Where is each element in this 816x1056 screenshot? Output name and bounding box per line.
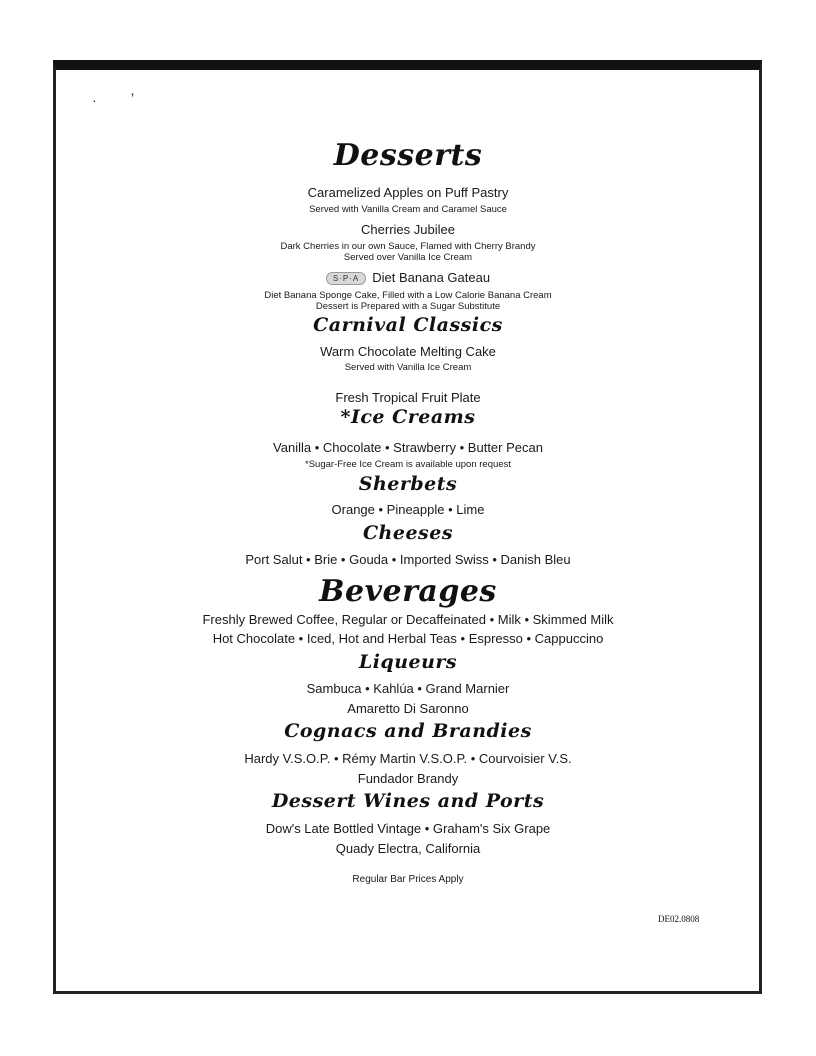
menu-item-name: Cherries Jubilee <box>361 222 455 237</box>
menu-item-desc: Served over Vanilla Ice Cream <box>343 252 473 263</box>
ice-cream-list: Vanilla • Chocolate • Strawberry • Butter Pecan <box>273 440 543 455</box>
menu-item-name: Fresh Tropical Fruit Plate <box>335 390 481 405</box>
liqueurs-heading: Liqueurs <box>358 651 458 673</box>
menu-item-row <box>0 270 816 285</box>
wine-line: Dow's Late Bottled Vintage • Graham's Six Grape <box>265 821 551 836</box>
cognacs-heading: Cognacs and Brandies <box>284 720 532 742</box>
cheeses-heading: Cheeses <box>362 522 454 544</box>
scan-mark: ’ <box>131 90 135 106</box>
ice-creams-heading: *Ice Creams <box>340 406 476 428</box>
menu-item-desc: Served with Vanilla Cream and Caramel Sauce <box>309 204 507 215</box>
liqueur-line: Amaretto Di Saronno <box>347 701 469 716</box>
menu-code: DE02.0808 <box>658 914 700 924</box>
scan-mark: · <box>92 92 97 108</box>
dessert-wines-heading: Dessert Wines and Ports <box>271 790 545 812</box>
menu-item-name: Caramelized Apples on Puff Pastry <box>307 185 509 200</box>
menu-item-name: Warm Chocolate Melting Cake <box>320 344 496 359</box>
cognac-line: Fundador Brandy <box>357 771 459 786</box>
cognac-line: Hardy V.S.O.P. • Rémy Martin V.S.O.P. • Courvoisier V.S. <box>244 751 572 766</box>
menu-item-desc: Dark Cherries in our own Sauce, Flamed with Cherry Brandy <box>280 241 536 252</box>
menu-item-desc: Dessert is Prepared with a Sugar Substitute <box>315 301 501 312</box>
liqueur-line: Sambuca • Kahlúa • Grand Marnier <box>306 681 510 696</box>
sherbets-heading: Sherbets <box>358 473 458 495</box>
menu-item-name: Diet Banana Gateau <box>372 270 491 285</box>
beverages-heading: Beverages <box>319 574 497 609</box>
spa-badge: S·P·A <box>326 272 366 285</box>
carnival-classics-heading: Carnival Classics <box>313 314 503 336</box>
menu-item-desc: Diet Banana Sponge Cake, Filled with a Low Calorie Banana Cream <box>264 290 552 301</box>
desserts-heading: Desserts <box>333 138 483 173</box>
sherbet-list: Orange • Pineapple • Lime <box>331 502 485 517</box>
ice-cream-note: *Sugar-Free Ice Cream is available upon request <box>305 459 511 470</box>
beverage-line: Hot Chocolate • Iced, Hot and Herbal Teas • Espresso • Cappuccino <box>212 631 604 646</box>
cheese-list: Port Salut • Brie • Gouda • Imported Swiss • Danish Bleu <box>245 552 571 567</box>
wine-line: Quady Electra, California <box>335 841 481 856</box>
bar-prices-note: Regular Bar Prices Apply <box>352 874 464 885</box>
menu-item-desc: Served with Vanilla Ice Cream <box>344 362 472 373</box>
beverage-line: Freshly Brewed Coffee, Regular or Decaffeinated • Milk • Skimmed Milk <box>202 612 614 627</box>
